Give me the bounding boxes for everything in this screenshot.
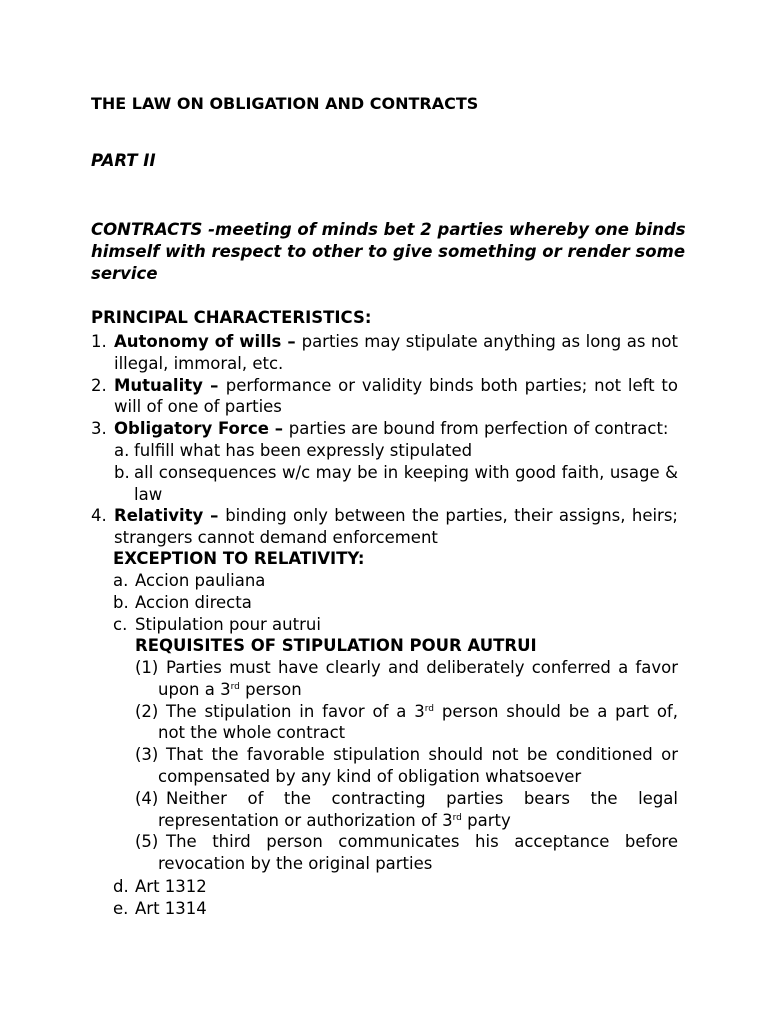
- characteristic-text: parties may stipulate anything as long as not illegal, immoral, etc.: [114, 332, 678, 373]
- requisite-number: (4): [135, 788, 159, 808]
- requisite-text: The third person communicates his acceptance before revocation by the original parties: [158, 832, 678, 874]
- superscript: rd: [424, 703, 434, 714]
- requisite-text-end: party: [461, 810, 511, 830]
- characteristic-text: performance or validity binds both parties; not left to will of one of parties: [114, 375, 678, 417]
- part-heading: PART II: [91, 151, 156, 170]
- sub-text: fulfill what has been expressly stipulated: [134, 440, 473, 460]
- principal-characteristics-heading: PRINCIPAL CHARACTERISTICS:: [91, 308, 372, 327]
- document-title: THE LAW ON OBLIGATION AND CONTRACTS: [91, 94, 479, 113]
- sub-text: all consequences w/c may be in keeping with good faith, usage & law: [134, 462, 678, 504]
- term-separator: –: [202, 375, 226, 395]
- exception-text: Accion pauliana: [135, 571, 266, 590]
- list-number: 2.: [91, 375, 107, 395]
- sub-item: [114, 440, 678, 462]
- characteristic-term: Relativity: [114, 506, 204, 526]
- requisite-text: Neither of the contracting parties bears the legal representation or authorization of 3: [158, 788, 678, 830]
- list-item: [91, 505, 678, 549]
- characteristic-term: Obligatory Force: [114, 419, 270, 439]
- term-separator: –: [269, 419, 289, 439]
- list-letter: a.: [113, 571, 129, 590]
- contracts-definition: CONTRACTS -meeting of minds bet 2 parties whereby one binds himself with respect to other to give something or render some service: [91, 220, 686, 283]
- requisite-number: (3): [135, 745, 159, 765]
- characteristic-text: parties are bound from perfection of contract:: [288, 419, 669, 439]
- term-separator: –: [203, 506, 226, 526]
- characteristic-term: Mutuality: [114, 375, 203, 395]
- requisite-number: (5): [135, 832, 159, 852]
- requisites-list: [135, 657, 678, 875]
- list-item: [135, 788, 678, 832]
- sub-letter: a.: [114, 440, 130, 460]
- requisite-text: Parties must have clearly and deliberately conferred a favor upon a 3: [158, 658, 678, 699]
- list-item: [113, 898, 207, 920]
- sub-letter: b.: [114, 462, 130, 482]
- characteristics-list: [91, 331, 678, 549]
- list-item: [113, 592, 678, 614]
- list-item: [135, 657, 678, 701]
- list-letter: b.: [113, 592, 129, 612]
- requisite-number: (2): [135, 701, 159, 721]
- requisite-number: (1): [135, 658, 159, 677]
- sub-item: [114, 462, 678, 506]
- requisite-text: That the favorable stipulation should not be conditioned or compensated by any kind of obligation whatsoever: [158, 745, 678, 786]
- list-number: 1.: [91, 332, 107, 351]
- requisite-text: The stipulation in favor of a 3: [166, 701, 425, 721]
- list-item: [91, 418, 678, 505]
- requisite-text-end: person: [239, 679, 302, 699]
- list-item: [135, 701, 678, 745]
- exception-heading: EXCEPTION TO RELATIVITY:: [113, 549, 365, 568]
- exceptions-list: [113, 570, 678, 635]
- list-number: 3.: [91, 419, 107, 439]
- superscript: rd: [230, 681, 240, 692]
- exception-text: Art 1312: [135, 877, 207, 896]
- list-item: [91, 331, 678, 375]
- more-exceptions-list: [113, 876, 207, 920]
- list-item: [135, 744, 678, 788]
- list-item: [113, 570, 678, 592]
- term-separator: –: [281, 332, 302, 351]
- list-item: [91, 375, 678, 419]
- list-item: [135, 831, 678, 875]
- characteristic-term: Autonomy of wills: [114, 332, 282, 351]
- list-letter: c.: [113, 614, 128, 634]
- exception-text: Art 1314: [135, 898, 207, 918]
- exception-text: Stipulation pour autrui: [135, 614, 321, 634]
- list-number: 4.: [91, 506, 107, 526]
- list-item: [113, 614, 678, 636]
- list-letter: e.: [113, 898, 129, 918]
- requisite-text-end: person should be a part of, not the whole contract: [158, 701, 678, 743]
- list-letter: d.: [113, 877, 129, 896]
- characteristic-text: binding only between the parties, their assigns, heirs; strangers cannot demand enforcement: [114, 506, 678, 548]
- superscript: rd: [452, 812, 462, 823]
- requisites-heading: REQUISITES OF STIPULATION POUR AUTRUI: [135, 636, 537, 655]
- exception-text: Accion directa: [135, 592, 252, 612]
- list-item: [113, 876, 207, 898]
